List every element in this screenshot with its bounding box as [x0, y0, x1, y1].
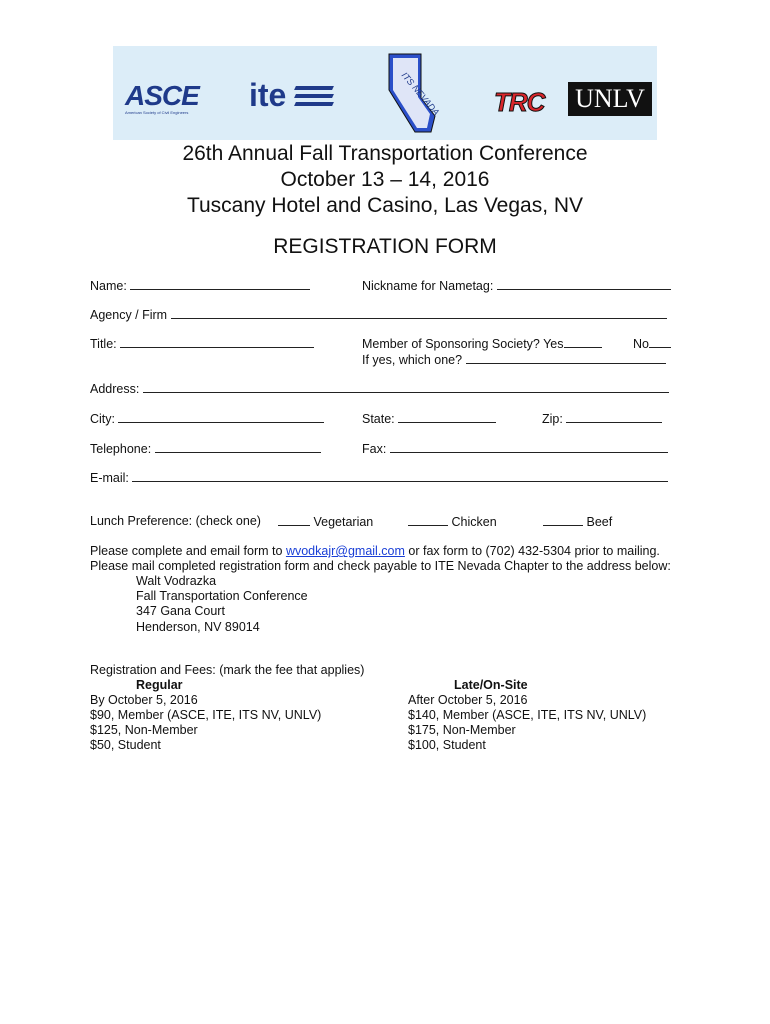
name-blank[interactable]	[130, 278, 310, 290]
fax-blank[interactable]	[390, 441, 668, 453]
ite-logo-stripes	[295, 86, 333, 110]
lunch-chicken-option[interactable]	[408, 514, 497, 530]
nickname-label: Nickname for Nametag:	[362, 279, 494, 293]
late-fees-deadline: After October 5, 2016	[408, 693, 528, 707]
member-yes-blank[interactable]	[564, 336, 602, 348]
trc-logo-text: TRC	[494, 87, 545, 117]
address-blank[interactable]	[143, 381, 669, 393]
name-field[interactable]	[90, 278, 310, 294]
member-no-blank[interactable]	[649, 336, 671, 348]
title-label: Title:	[90, 337, 117, 351]
which-society-blank[interactable]	[466, 352, 666, 364]
vegetarian-blank[interactable]	[278, 514, 310, 526]
chicken-label: Chicken	[451, 515, 497, 529]
lunch-beef-option[interactable]	[543, 514, 612, 530]
city-label: City:	[90, 412, 115, 426]
zip-blank[interactable]	[566, 411, 662, 423]
asce-logo	[125, 82, 209, 116]
beef-label: Beef	[586, 515, 613, 529]
email-blank[interactable]	[132, 470, 668, 482]
zip-label: Zip:	[542, 412, 563, 426]
regular-fee-member[interactable]: $90, Member (ASCE, ITE, ITS NV, UNLV)	[90, 708, 322, 722]
nevada-state-icon	[385, 50, 442, 136]
address-label: Address:	[90, 382, 140, 396]
email-field[interactable]	[90, 470, 668, 486]
which-society-label: If yes, which one?	[362, 353, 463, 367]
unlv-logo	[568, 82, 652, 116]
title-blank[interactable]	[120, 336, 314, 348]
state-field[interactable]	[362, 411, 496, 427]
telephone-label: Telephone:	[90, 442, 152, 456]
unlv-logo-text: UNLV	[575, 84, 645, 113]
ite-logo-text: ite	[249, 77, 287, 113]
late-fees-heading: Late/On-Site	[454, 678, 528, 692]
title-field[interactable]	[90, 336, 314, 352]
chicken-blank[interactable]	[408, 514, 448, 526]
state-label: State:	[362, 412, 395, 426]
ite-logo	[249, 78, 335, 114]
agency-field[interactable]	[90, 307, 667, 323]
fax-label: Fax:	[362, 442, 387, 456]
lunch-preference-label: Lunch Preference: (check one)	[90, 514, 261, 528]
instructions-line-1	[90, 544, 660, 559]
telephone-field[interactable]	[90, 441, 321, 457]
zip-field[interactable]	[542, 411, 662, 427]
instructions-line-2: Please mail completed registration form and check payable to ITE Nevada Chapter to the address below:	[90, 559, 671, 573]
beef-blank[interactable]	[543, 514, 583, 526]
vegetarian-label: Vegetarian	[313, 515, 374, 529]
member-yes-label: Member of Sponsoring Society? Yes	[362, 337, 564, 351]
its-nevada-logo-text: ITS NEVADA	[399, 70, 442, 118]
agency-label: Agency / Firm	[90, 308, 168, 322]
mailing-address-name: Walt Vodrazka	[136, 574, 217, 588]
late-fee-nonmember[interactable]: $175, Non-Member	[408, 723, 516, 737]
member-no-field[interactable]	[633, 336, 671, 352]
name-label: Name:	[90, 279, 127, 293]
conference-title: 26th Annual Fall Transportation Conference	[182, 142, 588, 165]
form-title: REGISTRATION FORM	[273, 235, 497, 258]
mailing-address-org: Fall Transportation Conference	[136, 589, 308, 603]
mailing-address-city: Henderson, NV 89014	[136, 620, 260, 634]
conference-venue: Tuscany Hotel and Casino, Las Vegas, NV	[186, 194, 584, 217]
city-field[interactable]	[90, 411, 324, 427]
address-field[interactable]	[90, 381, 669, 397]
fax-field[interactable]	[362, 441, 668, 457]
city-blank[interactable]	[118, 411, 324, 423]
member-field[interactable]	[362, 336, 602, 352]
logo-banner	[113, 46, 657, 140]
its-nevada-logo	[385, 50, 442, 136]
email-label: E-mail:	[90, 471, 129, 485]
agency-blank[interactable]	[171, 307, 667, 319]
which-society-field[interactable]	[362, 352, 666, 368]
instructions-line-1-start: Please complete and email form to	[90, 544, 286, 558]
nickname-field[interactable]	[362, 278, 671, 294]
mailing-address-street: 347 Gana Court	[136, 604, 225, 618]
conference-dates: October 13 – 14, 2016	[280, 168, 490, 191]
regular-fees-heading: Regular	[136, 678, 183, 692]
fees-intro: Registration and Fees: (mark the fee that applies)	[90, 663, 365, 677]
late-fee-student[interactable]: $100, Student	[408, 738, 486, 752]
asce-logo-subtitle: American Society of Civil Engineers	[125, 110, 189, 115]
lunch-vegetarian-option[interactable]	[278, 514, 373, 530]
asce-logo-text: ASCE	[125, 80, 199, 111]
trc-logo	[494, 88, 564, 120]
member-no-label: No	[633, 337, 649, 351]
instructions-line-1-end: or fax form to (702) 432-5304 prior to mailing.	[404, 544, 660, 558]
regular-fee-student[interactable]: $50, Student	[90, 738, 161, 752]
late-fee-member[interactable]: $140, Member (ASCE, ITE, ITS NV, UNLV)	[408, 708, 647, 722]
nickname-blank[interactable]	[497, 278, 671, 290]
state-blank[interactable]	[398, 411, 496, 423]
telephone-blank[interactable]	[155, 441, 321, 453]
email-link[interactable]: wvodkajr@gmail.com	[285, 544, 405, 558]
regular-fee-nonmember[interactable]: $125, Non-Member	[90, 723, 198, 737]
regular-fees-deadline: By October 5, 2016	[90, 693, 198, 707]
